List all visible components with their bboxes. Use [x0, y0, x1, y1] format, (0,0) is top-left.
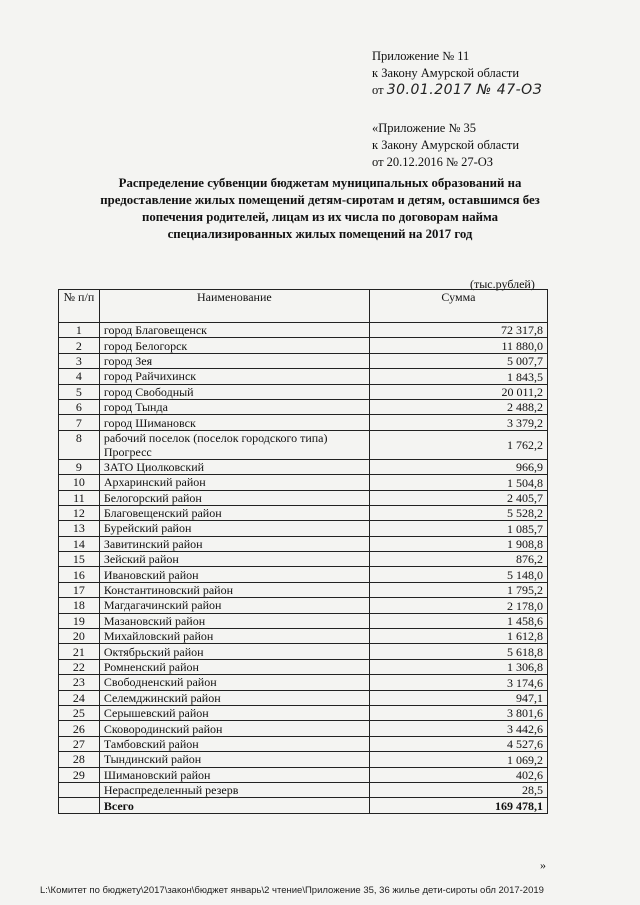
- table-row: [59, 505, 548, 520]
- row-num: 20: [59, 629, 100, 644]
- table-row: [59, 598, 548, 613]
- row-name: Серышевский район: [99, 705, 369, 720]
- table-row: [59, 705, 548, 720]
- row-name: Архаринский район: [99, 475, 369, 490]
- row-name: Белогорский район: [99, 490, 369, 505]
- total-num: [59, 798, 100, 813]
- total-label: Всего: [99, 798, 369, 813]
- table-row: [59, 536, 548, 551]
- row-sum: 2 488,2: [369, 399, 547, 414]
- row-num: 9: [59, 459, 100, 474]
- table-row: [59, 369, 548, 384]
- row-sum: 1 908,8: [369, 536, 547, 551]
- row-num: 17: [59, 582, 100, 597]
- row-num: 6: [59, 399, 100, 414]
- row-num: 3: [59, 353, 100, 368]
- table-row: [59, 675, 548, 690]
- row-name: Октябрьский район: [99, 644, 369, 659]
- row-num: 27: [59, 736, 100, 751]
- row-sum: 1 843,5: [369, 369, 547, 384]
- row-sum: 5 618,8: [369, 644, 547, 659]
- row-name: Зейский район: [99, 552, 369, 567]
- title-line-2: предоставление жилых помещений детям-сиротам и детям, оставшимся без: [100, 193, 540, 207]
- row-num: 7: [59, 415, 100, 430]
- table-row: [59, 338, 548, 353]
- table-row: [59, 629, 548, 644]
- row-name: Ромненский район: [99, 659, 369, 674]
- row-num: 16: [59, 567, 100, 582]
- row-sum: 5 528,2: [369, 505, 547, 520]
- row-sum: 876,2: [369, 552, 547, 567]
- table-row: [59, 323, 548, 338]
- footer-file-path: L:\Комитет по бюджету\2017\закон\бюджет январь\2 чтение\Приложение 35, 36 жилье дети-сироты обл 2017-2019: [40, 885, 544, 896]
- row-name: город Райчихинск: [99, 369, 369, 384]
- table-row: [59, 752, 548, 767]
- row-sum: 1 069,2: [369, 752, 547, 767]
- row-num: 23: [59, 675, 100, 690]
- row-name-line-1: рабочий поселок (поселок городского типа): [103, 430, 328, 445]
- table-row: [59, 399, 548, 414]
- row-num: 13: [59, 521, 100, 536]
- appendix-date-prefix: от: [372, 83, 384, 97]
- row-sum: 1 795,2: [369, 582, 547, 597]
- table-header-row: [59, 290, 548, 323]
- row-sum: 1 458,6: [369, 613, 547, 628]
- row-name: Шимановский район: [99, 767, 369, 782]
- row-name: Свободненский район: [99, 675, 369, 690]
- title-line-3: попечения родителей, лицам из их числа по договорам найма: [141, 210, 499, 224]
- appendix-date-line: [372, 82, 612, 99]
- header-num: № п/п: [59, 290, 100, 323]
- row-name: Мазановский район: [99, 613, 369, 628]
- row-name: город Белогорск: [99, 338, 369, 353]
- appendix-number: Приложение № 11: [372, 49, 470, 63]
- previous-appendix-header: [372, 120, 612, 171]
- row-name: город Благовещенск: [99, 323, 369, 338]
- total-row: [59, 798, 548, 813]
- row-num: 22: [59, 659, 100, 674]
- row-num: 2: [59, 338, 100, 353]
- row-sum: 3 442,6: [369, 721, 547, 736]
- row-sum: 2 178,0: [369, 598, 547, 613]
- row-num: 10: [59, 475, 100, 490]
- table-row: [59, 613, 548, 628]
- table-row: [59, 430, 548, 459]
- row-sum: 3 379,2: [369, 415, 547, 430]
- row-name: Тамбовский район: [99, 736, 369, 751]
- row-name: Михайловский район: [99, 629, 369, 644]
- appendix-handwritten-date: 30.01.2017 № 47-ОЗ: [386, 82, 543, 98]
- table-row: [59, 475, 548, 490]
- row-num: 29: [59, 767, 100, 782]
- table-row: [59, 721, 548, 736]
- row-sum: 3 174,6: [369, 675, 547, 690]
- row-sum: 28,5: [369, 782, 547, 797]
- previous-appendix-law: к Закону Амурской области: [372, 138, 520, 152]
- row-sum: 11 880,0: [369, 338, 547, 353]
- table-row: [59, 582, 548, 597]
- table-row: [59, 567, 548, 582]
- row-num: 28: [59, 752, 100, 767]
- row-name: город Зея: [99, 353, 369, 368]
- row-num: 18: [59, 598, 100, 613]
- row-num: 15: [59, 552, 100, 567]
- table-row: [59, 782, 548, 797]
- row-name: Завитинский район: [99, 536, 369, 551]
- row-sum: 947,1: [369, 690, 547, 705]
- row-name: Тындинский район: [99, 752, 369, 767]
- row-num: 25: [59, 705, 100, 720]
- row-name: Бурейский район: [99, 521, 369, 536]
- row-sum: 1 612,8: [369, 629, 547, 644]
- row-name-line-2: Прогресс: [103, 444, 152, 459]
- row-name: Магдагачинский район: [99, 598, 369, 613]
- previous-appendix-date: от 20.12.2016 № 27-ОЗ: [372, 155, 494, 169]
- appendix-law: к Закону Амурской области: [372, 66, 520, 80]
- table-row: [59, 767, 548, 782]
- row-name: город Шимановск: [99, 415, 369, 430]
- row-name: город Тында: [99, 399, 369, 414]
- table-row: [59, 490, 548, 505]
- table-row: [59, 459, 548, 474]
- row-sum: 2 405,7: [369, 490, 547, 505]
- row-num: 26: [59, 721, 100, 736]
- row-num: [59, 782, 100, 797]
- table-row: [59, 644, 548, 659]
- row-sum: 402,6: [369, 767, 547, 782]
- row-num: 21: [59, 644, 100, 659]
- table-row: [59, 521, 548, 536]
- header-sum: Сумма: [369, 290, 547, 323]
- row-name: Нераспределенный резерв: [99, 782, 369, 797]
- table-row: [59, 415, 548, 430]
- row-num: 19: [59, 613, 100, 628]
- row-name: ЗАТО Циолковский: [99, 459, 369, 474]
- total-sum: 169 478,1: [369, 798, 547, 813]
- row-sum: 5 148,0: [369, 567, 547, 582]
- row-num: 8: [59, 430, 100, 459]
- document-title: [70, 175, 570, 243]
- row-sum: 1 762,2: [369, 430, 547, 459]
- table-row: [59, 384, 548, 399]
- row-num: 4: [59, 369, 100, 384]
- row-sum: 966,9: [369, 459, 547, 474]
- header-name: Наименование: [99, 290, 369, 323]
- row-name: Благовещенский район: [99, 505, 369, 520]
- row-name: Ивановский район: [99, 567, 369, 582]
- row-num: 11: [59, 490, 100, 505]
- table-row: [59, 659, 548, 674]
- row-name: город Свободный: [99, 384, 369, 399]
- previous-appendix-number: «Приложение № 35: [372, 121, 477, 135]
- row-sum: 1 306,8: [369, 659, 547, 674]
- row-num: 1: [59, 323, 100, 338]
- row-name: [99, 430, 369, 459]
- row-sum: 3 801,6: [369, 705, 547, 720]
- row-sum: 72 317,8: [369, 323, 547, 338]
- row-sum: 5 007,7: [369, 353, 547, 368]
- row-num: 12: [59, 505, 100, 520]
- row-num: 5: [59, 384, 100, 399]
- units-label: (тыс.рублей): [470, 277, 535, 291]
- closing-quote: »: [540, 858, 546, 872]
- row-sum: 20 011,2: [369, 384, 547, 399]
- row-sum: 4 527,6: [369, 736, 547, 751]
- row-num: 14: [59, 536, 100, 551]
- row-name: Селемджинский район: [99, 690, 369, 705]
- row-sum: 1 504,8: [369, 475, 547, 490]
- appendix-header: [372, 48, 612, 99]
- table-row: [59, 736, 548, 751]
- title-line-1: Распределение субвенции бюджетам муниципальных образований на: [118, 176, 522, 190]
- subsidy-table: [58, 289, 548, 814]
- row-sum: 1 085,7: [369, 521, 547, 536]
- table-row: [59, 690, 548, 705]
- row-name: Сковородинский район: [99, 721, 369, 736]
- title-line-4: специализированных жилых помещений на 2017 год: [167, 227, 473, 241]
- table-row: [59, 552, 548, 567]
- row-name: Константиновский район: [99, 582, 369, 597]
- table-row: [59, 353, 548, 368]
- row-num: 24: [59, 690, 100, 705]
